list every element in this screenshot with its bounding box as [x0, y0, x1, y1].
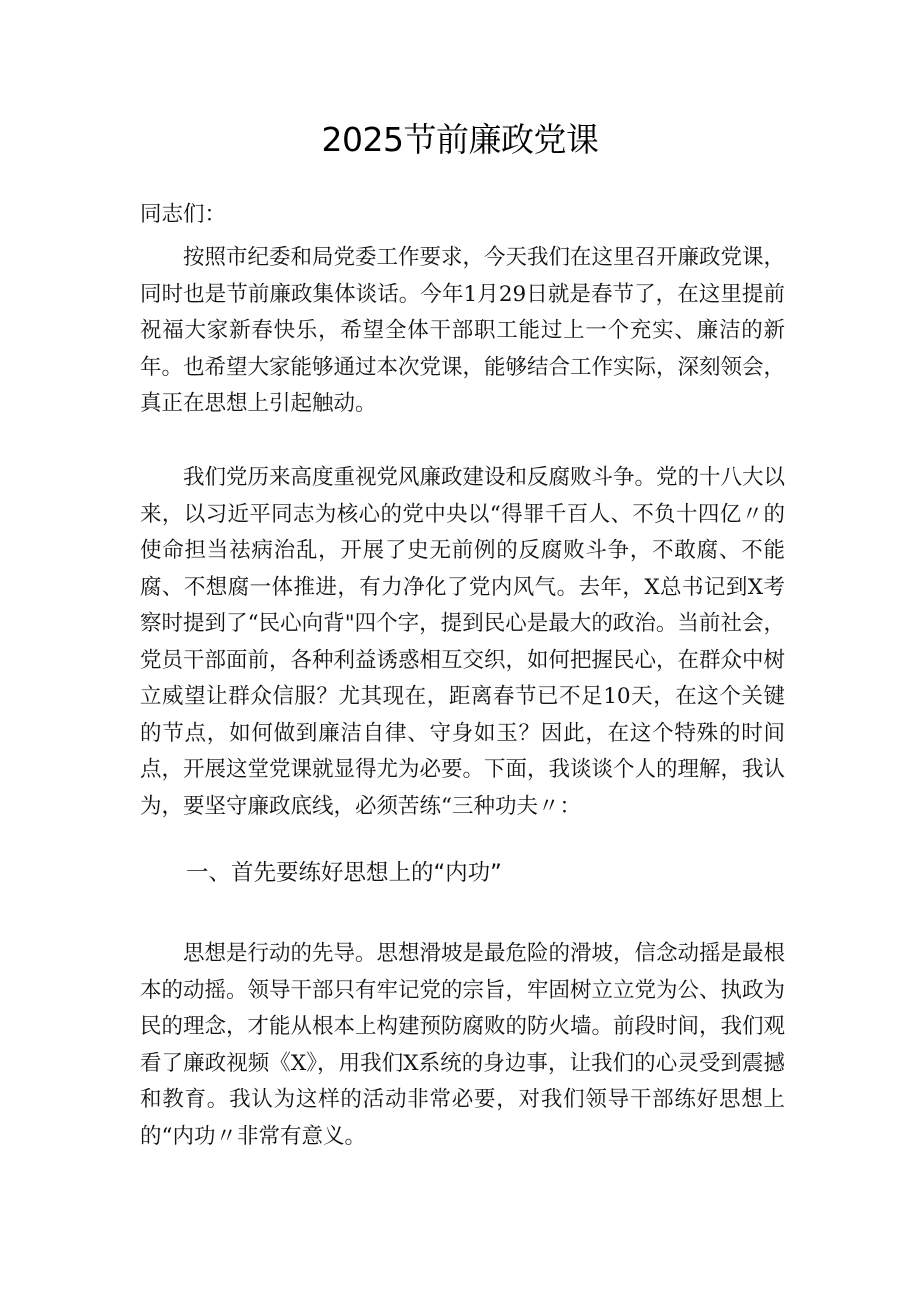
- paragraph-2: 我们党历来高度重视党风廉政建设和反腐败斗争。党的十八大以来，以习近平同志为核心的党中央以“得罪千百人、不负十四亿〃的使命担当祛病治乱，开展了史无前例的反腐败斗争，不敢腐、不能腐、不想腐一体推进，有力净化了党内风气。去年，X总书记到X考察时提到了“民心向背"四个字，提到民心是最大的政治。当前社会，党员干部面前，各种利益诱惑相互交织，如何把握民心，在群众中树立威望让群众信服？尤其现在，距离春节已不足10天，在这个关键的节点，如何做到廉洁自律、守身如玉？因此，在这个特殊的时间点，开展这堂党课就显得尤为必要。下面，我谈谈个人的理解，我认为，要坚守廉政底线，必须苦练“三种功夫〃：: [140, 465, 786, 819]
- document-title: 2025节前廉政党课: [321, 120, 599, 159]
- main-body: [140, 460, 785, 825]
- section-body: [140, 936, 785, 1155]
- intro-body: [140, 240, 785, 423]
- paragraph-3: 思想是行动的先导。思想滑坡是最危险的滑坡，信念动摇是最根本的动摇。领导干部只有牢记党的宗旨，牢固树立立党为公、执政为民的理念，才能从根本上构建预防腐败的防火墙。前段时间，我们观看了廉政视频《X》，用我们X系统的身边事，让我们的心灵受到震撼和教育。我认为这样的活动非常必要，对我们领导干部练好思想上的“内功〃非常有意义。: [140, 941, 786, 1149]
- section-heading: 一、首先要练好思想上的“内功”: [186, 860, 502, 886]
- greeting-line: 同志们：: [140, 202, 227, 227]
- paragraph-1: 按照市纪委和局党委工作要求，今天我们在这里召开廉政党课，同时也是节前廉政集体谈话。今年1月29日就是春节了，在这里提前祝福大家新春快乐，希望全体干部职工能过上一个充实、廉洁的新年。也希望大家能够通过本次党课，能够结合工作实际，深刻领会，真正在思想上引起触动。: [140, 245, 786, 416]
